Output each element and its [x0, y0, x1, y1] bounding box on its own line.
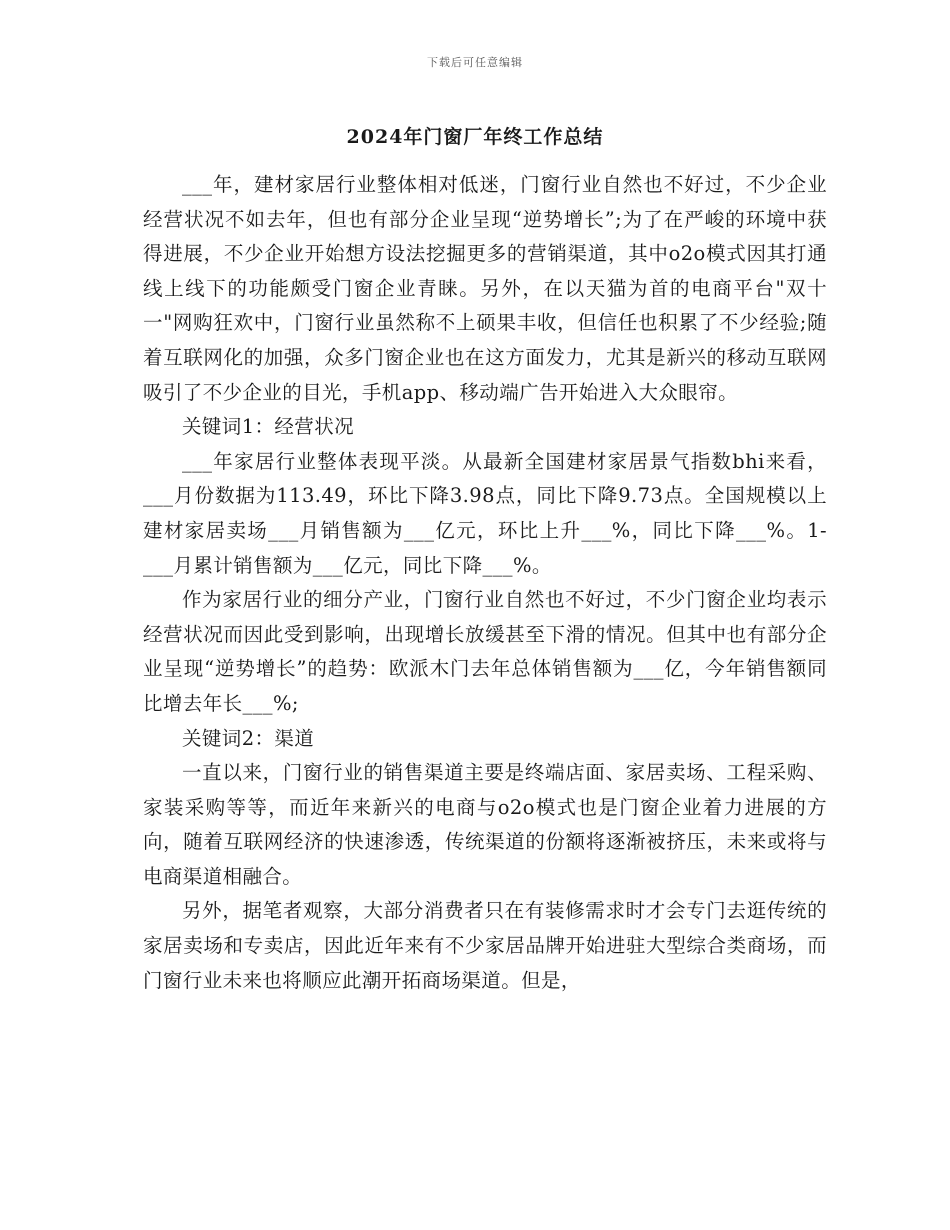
paragraph-industry-data: ___年家居行业整体表现平淡。从最新全国建材家居景气指数bhi来看，___月份数据为113.49，环比下降3.98点，同比下降9.73点。全国规模以上建材家居卖场___月销售额为___亿元，环比上升___%，同比下降___%。1-___月累计销售额为___亿元，同比下降___%。 — [143, 449, 827, 577]
paragraph-consumer-observation: 另外，据笔者观察，大部分消费者只在有装修需求时才会专门去逛传统的家居卖场和专卖店，因此近年来有不少家居品牌开始进驻大型综合类商场，而门窗行业未来也将顺应此潮开拓商场渠道。但是， — [143, 899, 827, 992]
paragraph-sales-channels: 一直以来，门窗行业的销售渠道主要是终端店面、家居卖场、工程采购、家装采购等等，而近年来新兴的电商与o2o模式也是门窗企业着力进展的方向，随着互联网经济的快速渗透，传统渠道的份额将逐渐被挤压，未来或将与电商渠道相融合。 — [143, 761, 827, 888]
keyword-heading-business-status: 关键词1：经营状况 — [182, 415, 355, 439]
document-body — [143, 168, 827, 998]
paragraph-door-window-industry: 作为家居行业的细分产业，门窗行业自然也不好过，不少门窗企业均表示经营状况而因此受到影响，出现增长放缓甚至下滑的情况。但其中也有部分企业呈现“逆势增长”的趋势：欧派木门去年总体销售额为___亿，今年销售额同比增去年长___%; — [143, 588, 827, 715]
page-header: 下载后可任意编辑 — [427, 56, 523, 69]
document-title: 2024年门窗厂年终工作总结 — [346, 126, 604, 148]
paragraph-intro: ___年，建材家居行业整体相对低迷，门窗行业自然也不好过，不少企业经营状况不如去年，但也有部分企业呈现“逆势增长”;为了在严峻的环境中获得进展，不少企业开始想方设法挖掘更多的营销渠道，其中o2o模式因其打通线上线下的功能颇受门窗企业青睐。另外，在以天猫为首的电商平台"双十一"网购狂欢中，门窗行业虽然称不上硕果丰收，但信任也积累了不少经验;随着互联网化的加强，众多门窗企业也在这方面发力，尤其是新兴的移动互联网吸引了不少企业的目光，手机app、移动端广告开始进入大众眼帘。 — [143, 173, 827, 404]
keyword-heading-channels: 关键词2：渠道 — [182, 726, 315, 750]
